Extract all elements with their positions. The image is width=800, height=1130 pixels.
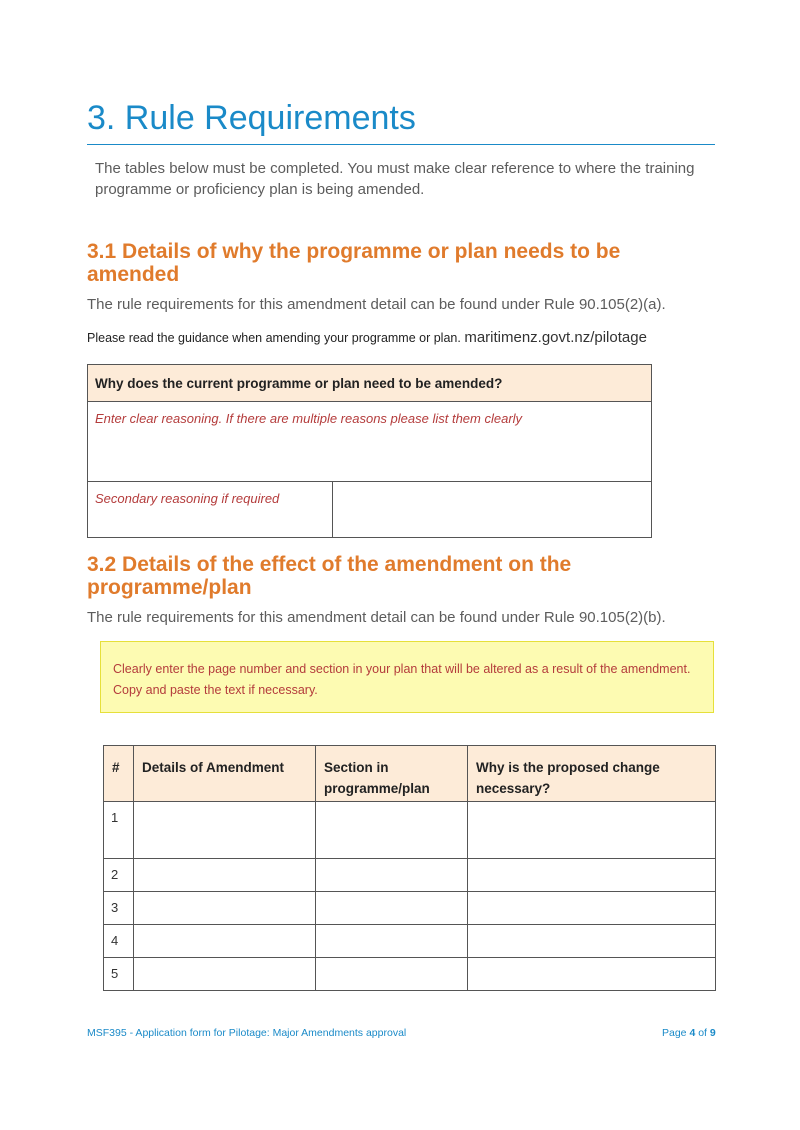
table-row: [104, 925, 716, 958]
instruction-note: Clearly enter the page number and section in your plan that will be altered as a result of the amendment. Copy and paste the text if necessary.: [100, 641, 714, 713]
page-label: Page: [662, 1027, 687, 1039]
col-header-number: #: [104, 746, 134, 802]
section-heading-container: [87, 100, 715, 145]
secondary-reasoning-hint: Secondary reasoning if required: [95, 491, 280, 506]
guidance-line: [87, 329, 647, 346]
secondary-reasoning-field[interactable]: [333, 482, 652, 538]
section-intro: The tables below must be completed. You must make clear reference to where the training programme or proficiency plan is being amended.: [95, 160, 695, 198]
details-cell[interactable]: [134, 859, 316, 892]
why-cell[interactable]: [468, 859, 716, 892]
table-row: [104, 859, 716, 892]
table-row: [104, 958, 716, 991]
section-cell[interactable]: [316, 925, 468, 958]
col-header-details: Details of Amendment: [134, 746, 316, 802]
details-cell[interactable]: [134, 802, 316, 859]
subsection-3-1-heading: 3.1 Details of why the programme or plan needs to be amended: [87, 240, 621, 286]
section-cell[interactable]: [316, 892, 468, 925]
primary-reasoning-field[interactable]: [88, 402, 652, 482]
section-cell[interactable]: [316, 802, 468, 859]
page-title: 3. Rule Requirements: [87, 99, 416, 137]
subsection-3-2-heading: 3.2 Details of the effect of the amendment on the programme/plan: [87, 553, 572, 599]
guidance-text: Please read the guidance when amending your programme or plan.: [87, 331, 461, 345]
section-cell[interactable]: [316, 859, 468, 892]
row-number: 5: [104, 958, 134, 991]
total-pages: 9: [709, 1027, 716, 1039]
why-cell[interactable]: [468, 925, 716, 958]
rule-reference-3-1: The rule requirements for this amendment detail can be found under Rule 90.105(2)(a).: [87, 296, 666, 313]
primary-reasoning-hint: Enter clear reasoning. If there are multiple reasons please list them clearly: [95, 411, 523, 426]
why-cell[interactable]: [468, 958, 716, 991]
section-cell[interactable]: [316, 958, 468, 991]
row-number: 1: [104, 802, 134, 859]
col-header-section: Section in programme/plan: [316, 746, 468, 802]
details-cell[interactable]: [134, 958, 316, 991]
reasoning-table: [87, 364, 652, 538]
details-cell[interactable]: [134, 892, 316, 925]
footer-page-number: [662, 1027, 716, 1039]
footer-form-title: MSF395 - Application form for Pilotage: Major Amendments approval: [87, 1027, 407, 1039]
table-row: [104, 802, 716, 859]
rule-reference-3-2: The rule requirements for this amendment detail can be found under Rule 90.105(2)(b).: [87, 609, 666, 626]
row-number: 4: [104, 925, 134, 958]
secondary-reasoning-label-cell: [88, 482, 333, 538]
row-number: 3: [104, 892, 134, 925]
current-page: 4: [689, 1027, 696, 1039]
reasoning-question-header: Why does the current programme or plan need to be amended?: [88, 365, 652, 402]
of-label: of: [698, 1027, 707, 1039]
guidance-link[interactable]: maritimenz.govt.nz/pilotage: [464, 329, 647, 346]
col-header-why: Why is the proposed change necessary?: [468, 746, 716, 802]
row-number: 2: [104, 859, 134, 892]
table-row: [104, 892, 716, 925]
why-cell[interactable]: [468, 892, 716, 925]
details-cell[interactable]: [134, 925, 316, 958]
amendment-table: [103, 745, 716, 991]
why-cell[interactable]: [468, 802, 716, 859]
